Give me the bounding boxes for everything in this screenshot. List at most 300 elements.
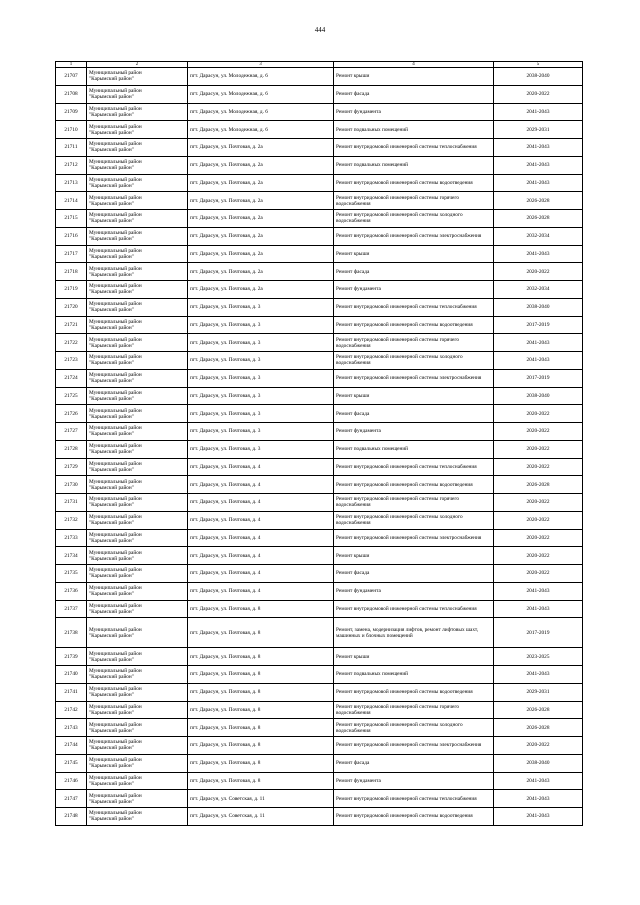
period-cell: 2020-2022 — [494, 529, 583, 547]
district-cell — [87, 68, 188, 86]
period-cell: 2041-2043 — [494, 600, 583, 618]
table-row — [56, 476, 583, 494]
table-row — [56, 648, 583, 666]
district-line: Муниципальный район — [89, 70, 142, 77]
header-cell: 4 — [334, 62, 494, 68]
district-line: Муниципальный район — [89, 721, 142, 728]
row-number-cell: 21718 — [56, 263, 87, 281]
period-cell: 2020-2022 — [494, 565, 583, 583]
district-line: Муниципальный район — [89, 389, 142, 396]
table-row — [56, 754, 583, 772]
district-line: "Карымский район" — [89, 182, 134, 189]
row-number-cell: 21710 — [56, 121, 87, 139]
district-line: Муниципальный район — [89, 336, 142, 343]
district-line: Муниципальный район — [89, 703, 142, 710]
district-cell — [87, 618, 188, 648]
address-cell: пгт. Дарасун, ул. Почтовая, д. 3 — [188, 423, 334, 441]
row-number-cell: 21723 — [56, 352, 87, 370]
work-type-cell: Ремонт фасада — [334, 565, 494, 583]
header-cell: 5 — [494, 62, 583, 68]
district-line: Муниципальный район — [89, 585, 142, 592]
period-cell: 2020-2022 — [494, 423, 583, 441]
work-type-cell: Ремонт подвальных помещений — [334, 156, 494, 174]
period-cell: 2017-2019 — [494, 316, 583, 334]
row-number-cell: 21708 — [56, 85, 87, 103]
address-cell: пгт. Дарасун, ул. Почтовая, д. 8 — [188, 737, 334, 755]
table-row — [56, 808, 583, 826]
district-line: Муниципальный район — [89, 407, 142, 414]
address-cell: пгт. Дарасун, ул. Советская, д. 11 — [188, 808, 334, 826]
district-line: "Карымский район" — [89, 466, 134, 473]
address-cell: пгт. Дарасун, ул. Почтовая, д. 2а — [188, 174, 334, 192]
table-row — [56, 547, 583, 565]
district-cell — [87, 121, 188, 139]
district-line: "Карымский район" — [89, 307, 134, 314]
district-line: "Карымский район" — [89, 573, 134, 580]
period-cell: 2020-2022 — [494, 440, 583, 458]
table-row — [56, 68, 583, 86]
address-cell: пгт. Дарасун, ул. Почтовая, д. 3 — [188, 405, 334, 423]
district-line: Муниципальный район — [89, 194, 142, 201]
table-row — [56, 405, 583, 423]
address-cell: пгт. Дарасун, ул. Почтовая, д. 4 — [188, 565, 334, 583]
work-type-cell: Ремонт внутридомовой инженерной системы теплоснабжения — [334, 600, 494, 618]
work-type-cell: Ремонт фасада — [334, 263, 494, 281]
district-cell — [87, 683, 188, 701]
district-line: "Карымский район" — [89, 520, 134, 527]
address-cell: пгт. Дарасун, ул. Почтовая, д. 2а — [188, 192, 334, 210]
row-number-cell: 21729 — [56, 458, 87, 476]
district-cell — [87, 511, 188, 529]
period-cell: 2038-2040 — [494, 298, 583, 316]
row-number-cell: 21741 — [56, 683, 87, 701]
address-cell: пгт. Дарасун, ул. Почтовая, д. 3 — [188, 369, 334, 387]
work-type-cell: Ремонт фундамента — [334, 103, 494, 121]
work-type-cell: Ремонт внутридомовой инженерной системы горячего водоснабжения — [334, 192, 494, 210]
district-line: "Карымский район" — [89, 342, 134, 349]
row-number-cell: 21746 — [56, 772, 87, 790]
district-cell — [87, 316, 188, 334]
header-cell: 2 — [87, 62, 188, 68]
table-row — [56, 174, 583, 192]
address-cell: пгт. Дарасун, ул. Почтовая, д. 2а — [188, 156, 334, 174]
table-body — [56, 68, 583, 826]
work-type-cell: Ремонт крыши — [334, 387, 494, 405]
district-line: "Карымский район" — [89, 780, 134, 787]
table-row — [56, 103, 583, 121]
period-cell: 2020-2022 — [494, 494, 583, 512]
district-cell — [87, 754, 188, 772]
work-type-cell: Ремонт внутридомовой инженерной системы теплоснабжения — [334, 298, 494, 316]
table-row — [56, 85, 583, 103]
row-number-cell: 21714 — [56, 192, 87, 210]
period-cell: 2032-2034 — [494, 227, 583, 245]
district-line: Муниципальный район — [89, 739, 142, 746]
repair-schedule-table — [55, 61, 583, 826]
table-row — [56, 737, 583, 755]
row-number-cell: 21745 — [56, 754, 87, 772]
period-cell: 2041-2043 — [494, 352, 583, 370]
district-cell — [87, 405, 188, 423]
work-type-cell: Ремонт внутридомовой инженерной системы электроснабжения — [334, 529, 494, 547]
work-type-cell: Ремонт внутридомовой инженерной системы водоотведения — [334, 683, 494, 701]
period-cell: 2017-2019 — [494, 618, 583, 648]
row-number-cell: 21715 — [56, 210, 87, 228]
district-line: Муниципальный район — [89, 626, 142, 633]
work-type-cell: Ремонт подвальных помещений — [334, 121, 494, 139]
header-cell: 1 — [56, 62, 87, 68]
period-cell: 2020-2022 — [494, 458, 583, 476]
period-cell: 2026-2028 — [494, 192, 583, 210]
district-line: "Карымский район" — [89, 236, 134, 243]
district-line: Муниципальный район — [89, 531, 142, 538]
row-number-cell: 21730 — [56, 476, 87, 494]
district-line: "Карымский район" — [89, 111, 134, 118]
period-cell: 2041-2043 — [494, 334, 583, 352]
work-type-cell: Ремонт внутридомовой инженерной системы теплоснабжения — [334, 139, 494, 157]
district-cell — [87, 808, 188, 826]
row-number-cell: 21733 — [56, 529, 87, 547]
address-cell: пгт. Дарасун, ул. Почтовая, д. 4 — [188, 458, 334, 476]
district-cell — [87, 423, 188, 441]
address-cell: пгт. Дарасун, ул. Молодежная, д. 6 — [188, 103, 334, 121]
district-line: Муниципальный район — [89, 212, 142, 219]
district-line: "Карымский район" — [89, 431, 134, 438]
district-cell — [87, 334, 188, 352]
district-line: "Карымский район" — [89, 674, 134, 681]
period-cell: 2023-2025 — [494, 648, 583, 666]
district-line: Муниципальный район — [89, 668, 142, 675]
district-line: Муниципальный район — [89, 159, 142, 166]
row-number-cell: 21720 — [56, 298, 87, 316]
work-type-cell: Ремонт внутридомовой инженерной системы электроснабжения — [334, 737, 494, 755]
address-cell: пгт. Дарасун, ул. Почтовая, д. 8 — [188, 683, 334, 701]
row-number-cell: 21722 — [56, 334, 87, 352]
district-line: "Карымский район" — [89, 413, 134, 420]
district-line: "Карымский район" — [89, 165, 134, 172]
period-cell: 2026-2028 — [494, 719, 583, 737]
district-line: Муниципальный район — [89, 774, 142, 781]
district-line: "Карымский район" — [89, 555, 134, 562]
district-line: "Карымский район" — [89, 745, 134, 752]
table-row — [56, 618, 583, 648]
work-type-cell: Ремонт внутридомовой инженерной системы водоотведения — [334, 808, 494, 826]
row-number-cell: 21709 — [56, 103, 87, 121]
address-cell: пгт. Дарасун, ул. Молодежная, д. 6 — [188, 68, 334, 86]
district-line: "Карымский район" — [89, 94, 134, 101]
district-cell — [87, 565, 188, 583]
table-row — [56, 316, 583, 334]
period-cell: 2020-2022 — [494, 511, 583, 529]
address-cell: пгт. Дарасун, ул. Почтовая, д. 8 — [188, 772, 334, 790]
table-row — [56, 298, 583, 316]
period-cell: 2020-2022 — [494, 263, 583, 281]
work-type-cell: Ремонт подвальных помещений — [334, 666, 494, 684]
page-number: 444 — [314, 26, 326, 34]
district-line: Муниципальный район — [89, 496, 142, 503]
address-cell: пгт. Дарасун, ул. Почтовая, д. 4 — [188, 476, 334, 494]
district-line: "Карымский район" — [89, 798, 134, 805]
district-line: Муниципальный район — [89, 792, 142, 799]
district-cell — [87, 440, 188, 458]
table-row — [56, 666, 583, 684]
district-cell — [87, 701, 188, 719]
work-type-cell: Ремонт внутридомовой инженерной системы холодного водоснабжения — [334, 511, 494, 529]
district-line: Муниципальный район — [89, 514, 142, 521]
work-type-cell: Ремонт подвальных помещений — [334, 440, 494, 458]
row-number-cell: 21732 — [56, 511, 87, 529]
row-number-cell: 21748 — [56, 808, 87, 826]
district-cell — [87, 790, 188, 808]
row-number-cell: 21728 — [56, 440, 87, 458]
period-cell: 2041-2043 — [494, 808, 583, 826]
work-type-cell: Ремонт внутридомовой инженерной системы горячего водоснабжения — [334, 334, 494, 352]
work-type-cell: Ремонт внутридомовой инженерной системы электроснабжения — [334, 227, 494, 245]
table-row — [56, 511, 583, 529]
district-line: Муниципальный район — [89, 247, 142, 254]
district-cell — [87, 352, 188, 370]
table-row — [56, 582, 583, 600]
address-cell: пгт. Дарасун, ул. Молодежная, д. 6 — [188, 85, 334, 103]
row-number-cell: 21734 — [56, 547, 87, 565]
address-cell: пгт. Дарасун, ул. Почтовая, д. 3 — [188, 316, 334, 334]
district-line: Муниципальный район — [89, 318, 142, 325]
table-row — [56, 210, 583, 228]
district-cell — [87, 139, 188, 157]
district-cell — [87, 529, 188, 547]
district-line: Муниципальный район — [89, 283, 142, 290]
district-line: "Карымский район" — [89, 763, 134, 770]
row-number-cell: 21743 — [56, 719, 87, 737]
row-number-cell: 21740 — [56, 666, 87, 684]
district-line: "Карымский район" — [89, 709, 134, 716]
district-line: Муниципальный район — [89, 88, 142, 95]
district-cell — [87, 582, 188, 600]
work-type-cell: Ремонт внутридомовой инженерной системы водоотведения — [334, 316, 494, 334]
district-line: Муниципальный район — [89, 686, 142, 693]
table-row — [56, 600, 583, 618]
table-row — [56, 227, 583, 245]
work-type-cell: Ремонт крыши — [334, 648, 494, 666]
address-cell: пгт. Дарасун, ул. Почтовая, д. 4 — [188, 547, 334, 565]
district-line: Муниципальный район — [89, 443, 142, 450]
district-cell — [87, 192, 188, 210]
district-line: "Карымский район" — [89, 449, 134, 456]
period-cell: 2029-2031 — [494, 121, 583, 139]
address-cell: пгт. Дарасун, ул. Почтовая, д. 4 — [188, 582, 334, 600]
district-line: Муниципальный район — [89, 354, 142, 361]
address-cell: пгт. Дарасун, ул. Почтовая, д. 3 — [188, 334, 334, 352]
district-line: Муниципальный район — [89, 141, 142, 148]
work-type-cell: Ремонт фундамента — [334, 423, 494, 441]
district-cell — [87, 298, 188, 316]
period-cell: 2026-2028 — [494, 210, 583, 228]
address-cell: пгт. Дарасун, ул. Почтовая, д. 4 — [188, 529, 334, 547]
work-type-cell: Ремонт внутридомовой инженерной системы теплоснабжения — [334, 790, 494, 808]
table-row — [56, 121, 583, 139]
work-type-cell: Ремонт фундамента — [334, 582, 494, 600]
district-cell — [87, 476, 188, 494]
table-row — [56, 192, 583, 210]
address-cell: пгт. Дарасун, ул. Почтовая, д. 3 — [188, 440, 334, 458]
row-number-cell: 21711 — [56, 139, 87, 157]
address-cell: пгт. Дарасун, ул. Почтовая, д. 8 — [188, 618, 334, 648]
work-type-cell: Ремонт внутридомовой инженерной системы холодного водоснабжения — [334, 352, 494, 370]
address-cell: пгт. Дарасун, ул. Почтовая, д. 2а — [188, 210, 334, 228]
district-line: "Карымский район" — [89, 129, 134, 136]
district-cell — [87, 227, 188, 245]
district-line: "Карымский район" — [89, 816, 134, 823]
district-line: "Карымский район" — [89, 656, 134, 663]
district-line: Муниципальный район — [89, 810, 142, 817]
table-row — [56, 565, 583, 583]
table-row — [56, 440, 583, 458]
period-cell: 2041-2043 — [494, 790, 583, 808]
district-line: Муниципальный район — [89, 425, 142, 432]
row-number-cell: 21735 — [56, 565, 87, 583]
table-row — [56, 529, 583, 547]
address-cell: пгт. Дарасун, ул. Почтовая, д. 3 — [188, 387, 334, 405]
district-line: "Карымский район" — [89, 395, 134, 402]
address-cell: пгт. Дарасун, ул. Почтовая, д. 8 — [188, 648, 334, 666]
work-type-cell: Ремонт внутридомовой инженерной системы холодного водоснабжения — [334, 210, 494, 228]
address-cell: пгт. Дарасун, ул. Почтовая, д. 2а — [188, 139, 334, 157]
address-cell: пгт. Дарасун, ул. Почтовая, д. 8 — [188, 754, 334, 772]
district-cell — [87, 369, 188, 387]
work-type-cell: Ремонт фундамента — [334, 772, 494, 790]
period-cell: 2041-2043 — [494, 666, 583, 684]
district-line: "Карымский район" — [89, 502, 134, 509]
table-row — [56, 352, 583, 370]
table-row — [56, 139, 583, 157]
period-cell: 2020-2022 — [494, 85, 583, 103]
address-cell: пгт. Дарасун, ул. Почтовая, д. 3 — [188, 352, 334, 370]
work-type-cell: Ремонт внутридомовой инженерной системы электроснабжения — [334, 369, 494, 387]
period-cell: 2041-2043 — [494, 174, 583, 192]
row-number-cell: 21725 — [56, 387, 87, 405]
district-cell — [87, 600, 188, 618]
address-cell: пгт. Дарасун, ул. Почтовая, д. 2а — [188, 263, 334, 281]
row-number-cell: 21744 — [56, 737, 87, 755]
address-cell: пгт. Дарасун, ул. Почтовая, д. 4 — [188, 511, 334, 529]
period-cell: 2038-2040 — [494, 68, 583, 86]
district-line: "Карымский район" — [89, 608, 134, 615]
table-row — [56, 772, 583, 790]
period-cell: 2041-2043 — [494, 772, 583, 790]
district-line: Муниципальный район — [89, 105, 142, 112]
district-line: Муниципальный район — [89, 460, 142, 467]
work-type-cell: Ремонт внутридомовой инженерной системы горячего водоснабжения — [334, 701, 494, 719]
district-line: "Карымский район" — [89, 271, 134, 278]
district-cell — [87, 174, 188, 192]
table-row — [56, 245, 583, 263]
row-number-cell: 21726 — [56, 405, 87, 423]
row-number-cell: 21719 — [56, 281, 87, 299]
district-line: Муниципальный район — [89, 123, 142, 130]
row-number-cell: 21739 — [56, 648, 87, 666]
row-number-cell: 21738 — [56, 618, 87, 648]
district-line: "Карымский район" — [89, 289, 134, 296]
district-line: "Карымский район" — [89, 76, 134, 83]
district-line: "Карымский район" — [89, 324, 134, 331]
period-cell: 2041-2043 — [494, 245, 583, 263]
address-cell: пгт. Дарасун, ул. Почтовая, д. 2а — [188, 227, 334, 245]
district-line: "Карымский район" — [89, 218, 134, 225]
work-type-cell: Ремонт внутридомовой инженерной системы водоотведения — [334, 174, 494, 192]
address-cell: пгт. Дарасун, ул. Почтовая, д. 8 — [188, 666, 334, 684]
table-row — [56, 369, 583, 387]
table-row — [56, 281, 583, 299]
period-cell: 2041-2043 — [494, 156, 583, 174]
row-number-cell: 21737 — [56, 600, 87, 618]
address-cell: пгт. Дарасун, ул. Почтовая, д. 8 — [188, 701, 334, 719]
row-number-cell: 21707 — [56, 68, 87, 86]
district-line: "Карымский район" — [89, 591, 134, 598]
period-cell: 2038-2040 — [494, 387, 583, 405]
district-line: "Карымский район" — [89, 360, 134, 367]
period-cell: 2026-2028 — [494, 701, 583, 719]
district-line: Муниципальный район — [89, 549, 142, 556]
district-line: "Карымский район" — [89, 147, 134, 154]
row-number-cell: 21713 — [56, 174, 87, 192]
address-cell: пгт. Дарасун, ул. Почтовая, д. 2а — [188, 245, 334, 263]
work-type-cell: Ремонт крыши — [334, 68, 494, 86]
address-cell: пгт. Дарасун, ул. Почтовая, д. 3 — [188, 298, 334, 316]
work-type-cell: Ремонт фасада — [334, 85, 494, 103]
district-line: "Карымский район" — [89, 632, 134, 639]
table-row — [56, 263, 583, 281]
period-cell: 2029-2031 — [494, 683, 583, 701]
table-row — [56, 701, 583, 719]
period-cell: 2020-2022 — [494, 547, 583, 565]
district-cell — [87, 245, 188, 263]
district-cell — [87, 494, 188, 512]
district-line: "Карымский район" — [89, 253, 134, 260]
address-cell: пгт. Дарасун, ул. Почтовая, д. 8 — [188, 600, 334, 618]
address-cell: пгт. Дарасун, ул. Молодежная, д. 6 — [188, 121, 334, 139]
row-number-cell: 21736 — [56, 582, 87, 600]
district-cell — [87, 737, 188, 755]
district-cell — [87, 458, 188, 476]
table-row — [56, 719, 583, 737]
district-line: Муниципальный район — [89, 478, 142, 485]
work-type-cell: Ремонт фундамента — [334, 281, 494, 299]
period-cell: 2041-2043 — [494, 139, 583, 157]
table-row — [56, 494, 583, 512]
district-cell — [87, 103, 188, 121]
address-cell: пгт. Дарасун, ул. Почтовая, д. 2а — [188, 281, 334, 299]
district-line: Муниципальный район — [89, 602, 142, 609]
table-row — [56, 334, 583, 352]
row-number-cell: 21724 — [56, 369, 87, 387]
row-number-cell: 21742 — [56, 701, 87, 719]
district-line: Муниципальный район — [89, 372, 142, 379]
district-cell — [87, 281, 188, 299]
row-number-cell: 21721 — [56, 316, 87, 334]
work-type-cell: Ремонт крыши — [334, 547, 494, 565]
district-cell — [87, 387, 188, 405]
district-line: Муниципальный район — [89, 650, 142, 657]
period-cell: 2017-2019 — [494, 369, 583, 387]
district-cell — [87, 719, 188, 737]
district-line: "Карымский район" — [89, 200, 134, 207]
table-row — [56, 156, 583, 174]
address-cell: пгт. Дарасун, ул. Советская, д. 11 — [188, 790, 334, 808]
period-cell: 2038-2040 — [494, 754, 583, 772]
work-type-cell: Ремонт фасада — [334, 754, 494, 772]
period-cell: 2041-2043 — [494, 103, 583, 121]
district-line: Муниципальный район — [89, 265, 142, 272]
